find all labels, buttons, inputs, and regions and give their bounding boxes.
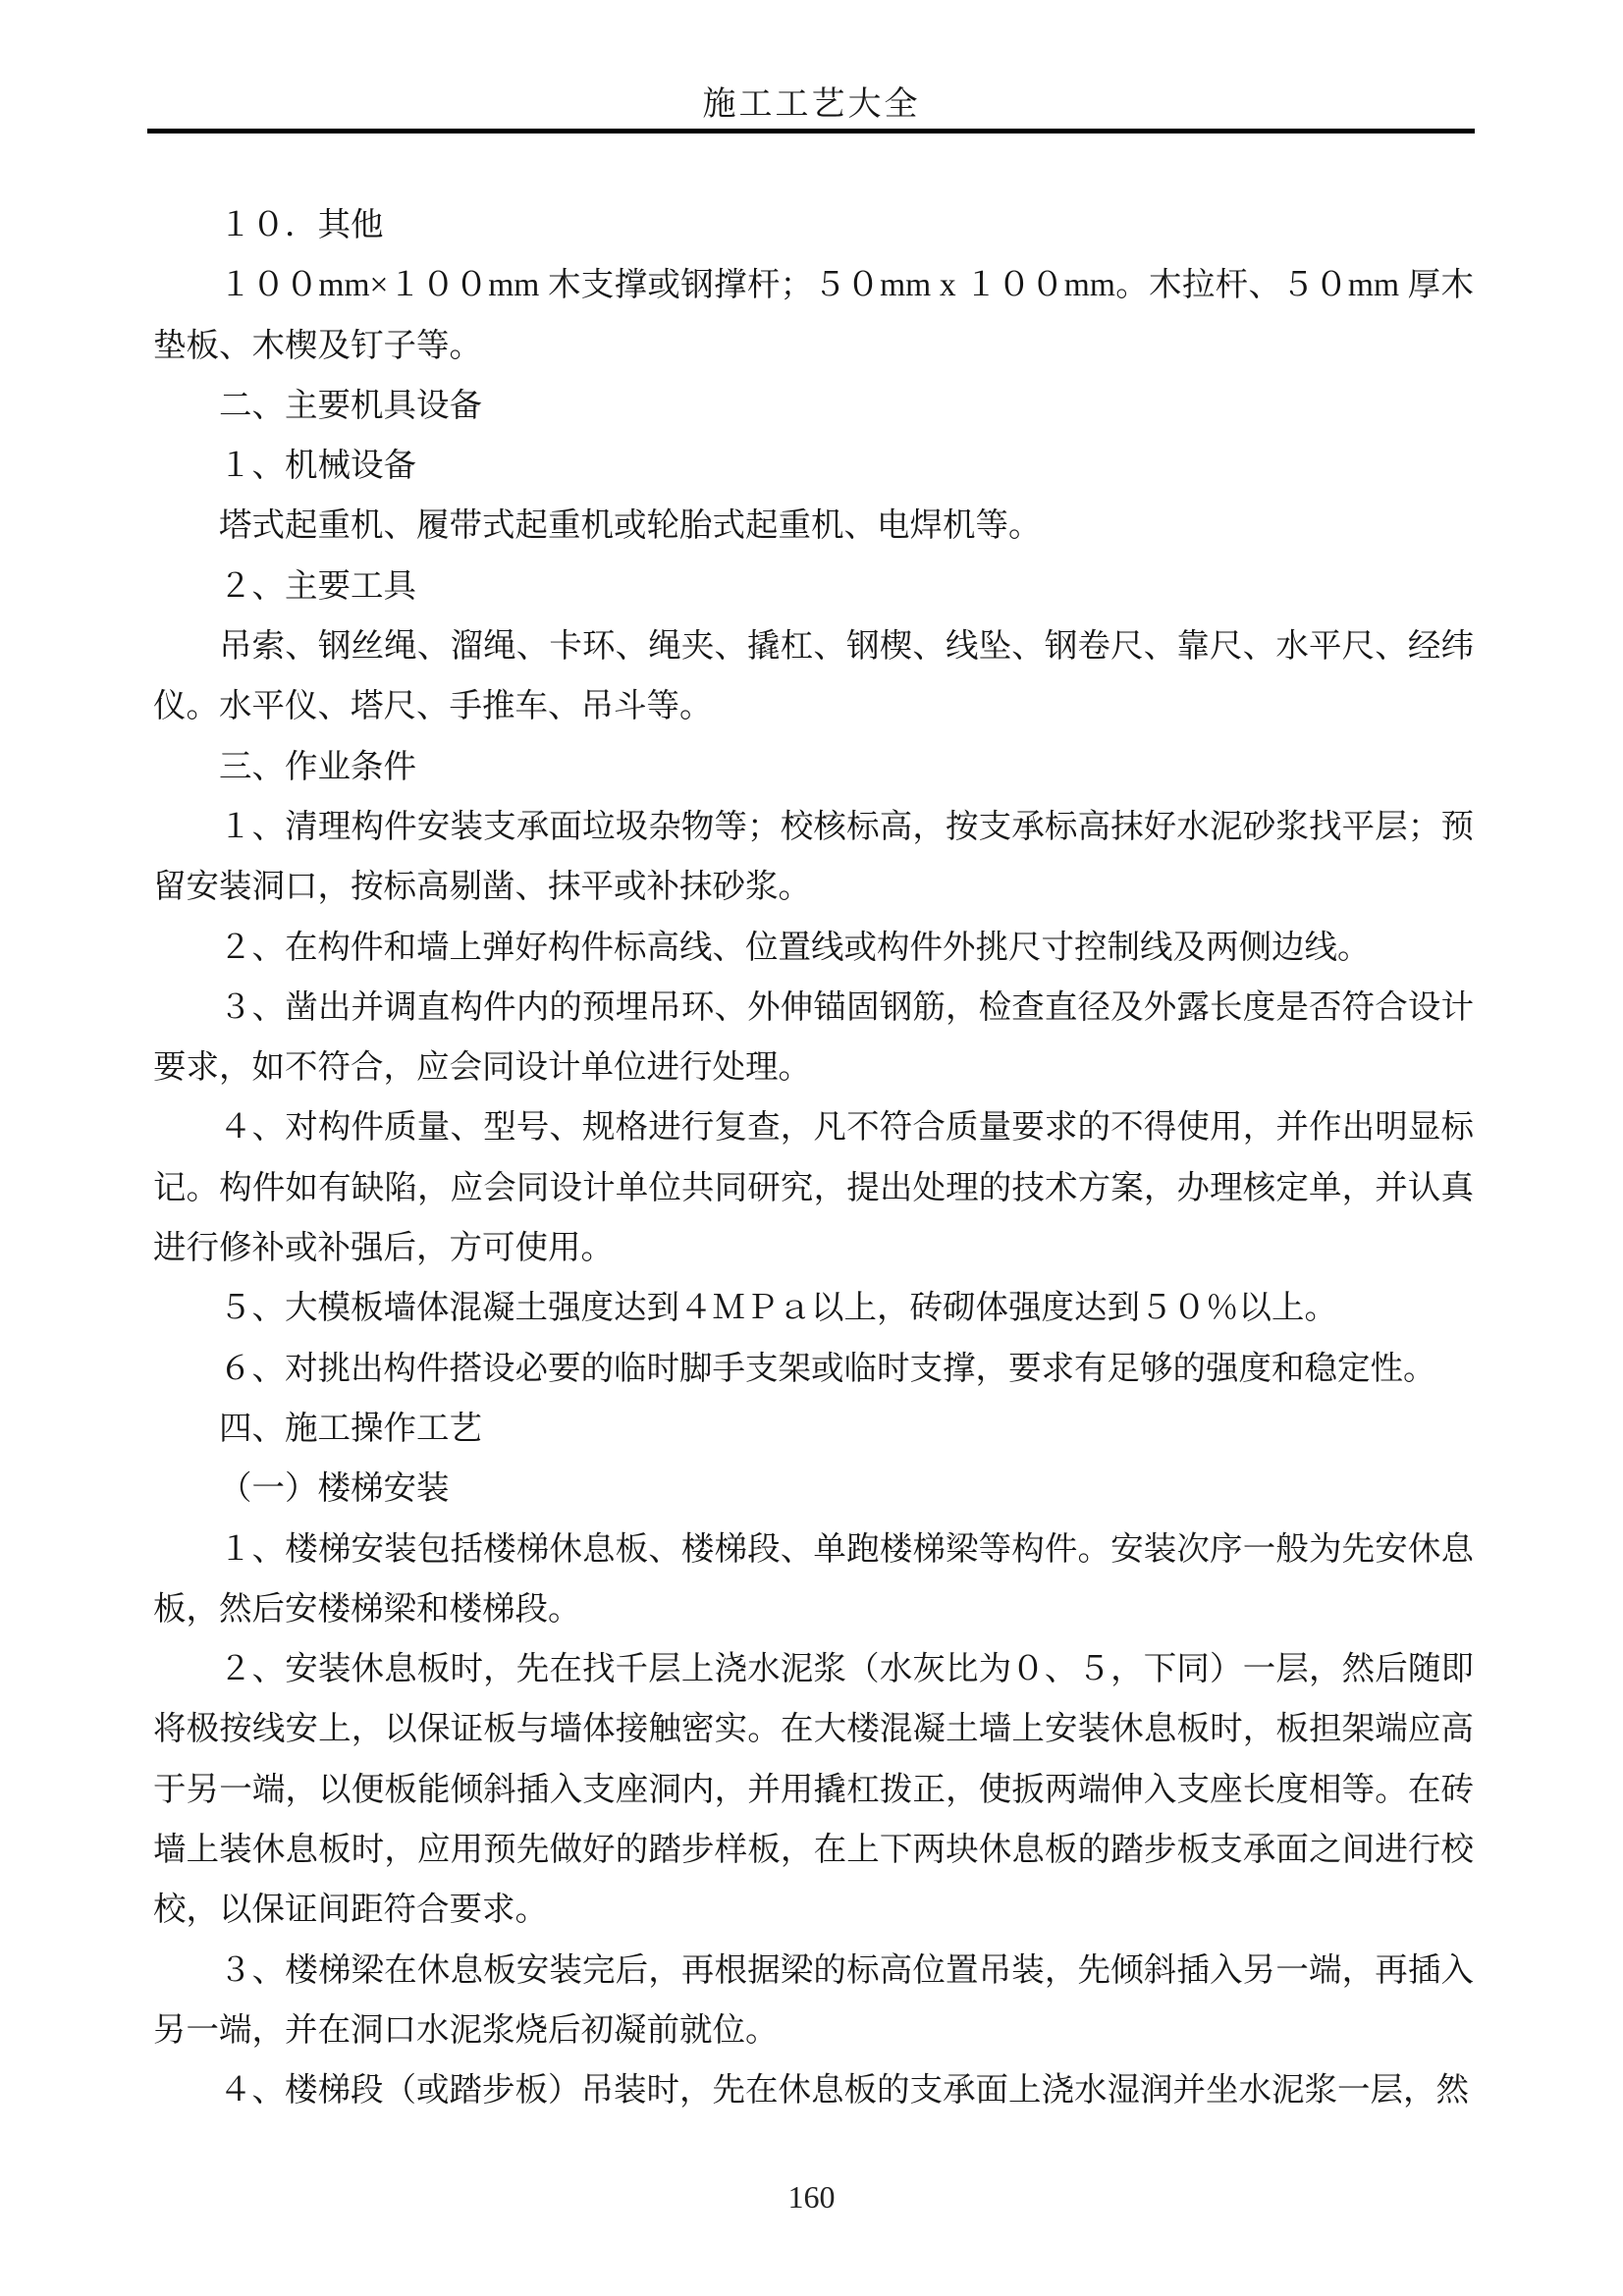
body-paragraph: 塔式起重机、履带式起重机或轮胎式起重机、电焊机等。 <box>219 507 1042 545</box>
body-paragraph: ３、凿出并调直构件内的预埋吊环、外伸锚固钢筋，检查直径及外露长度是否符合设计要求，如不符合，应会同设计单位进行处理。 <box>153 988 1474 1087</box>
body-paragraph: 吊索、钢丝绳、溜绳、卡环、绳夹、撬杠、钢楔、线坠、钢卷尺、靠尺、水平尺、经纬仪。水平仪、塔尺、手推车、吊斗等。 <box>153 628 1474 725</box>
body-paragraph: ４、楼梯段（或踏步板）吊装时，先在休息板的支承面上浇水湿润并坐水泥浆一层，然 <box>219 2072 1469 2109</box>
document-body <box>153 195 1474 2121</box>
body-heading-section-3: 三、作业条件 <box>219 748 416 785</box>
body-subheading-tools: ２、主要工具 <box>219 567 416 605</box>
body-paragraph: １、楼梯安装包括楼梯休息板、楼梯段、单跑楼梯梁等构件。安装次序一般为先安休息板，然后安楼梯梁和楼梯段。 <box>153 1530 1474 1628</box>
body-subheading-machinery: １、机械设备 <box>219 448 416 485</box>
body-paragraph-10-other: １０．其他 <box>219 207 384 243</box>
page-header-title: 施工工艺大全 <box>702 86 921 123</box>
body-paragraph: １００mm×１００mm 木支撑或钢撑杆；５０mm x １００mm。木拉杆、５０mm 厚木垫板、木楔及钉子等。 <box>153 267 1474 364</box>
body-paragraph: １、清理构件安装支承面垃圾杂物等；校核标高，按支承标高抹好水泥砂浆找平层；预留安装洞口，按标高剔凿、抹平或补抹砂浆。 <box>153 808 1474 906</box>
body-paragraph: ２、安装休息板时，先在找千层上浇水泥浆（水灰比为０、５，下同）一层，然后随即将极按线安上，以保证板与墙体接触密实。在大楼混凝土墙上安装休息板时，板担架端应高于另一端，以便板能倾斜插入支座洞内，并用撬杠拨正，使扳两端伸入支座长度相等。在砖墙上装休息板时，应用预先做好的踏步样板，在上下两块休息板的踏步板支承面之间进行校校，以保证间距符合要求。 <box>153 1651 1474 1929</box>
body-paragraph: ５、大模板墙体混凝土强度达到４ＭＰａ以上，砖砌体强度达到５０％以上。 <box>219 1290 1337 1327</box>
body-paragraph: ４、对构件质量、型号、规格进行复查，凡不符合质量要求的不得使用，并作出明显标记。构件如有缺陷，应会同设计单位共同研究，提出处理的技术方案，办理核定单，并认真进行修补或补强后，方可使用。 <box>153 1109 1474 1267</box>
body-paragraph: ３、楼梯梁在休息板安装完后，再根据梁的标高位置吊装，先倾斜插入另一端，再插入另一端，并在洞口水泥浆烧后初凝前就位。 <box>153 1951 1474 2049</box>
body-heading-section-2: 二、主要机具设备 <box>219 387 482 424</box>
header-divider-rule <box>147 129 1475 133</box>
body-paragraph: ２、在构件和墙上弹好构件标高线、位置线或构件外挑尺寸控制线及两侧边线。 <box>219 929 1371 966</box>
body-subheading-stair-install: （一）楼梯安装 <box>219 1470 450 1508</box>
body-heading-section-4: 四、施工操作工艺 <box>219 1410 482 1447</box>
page-number: 160 <box>787 2179 836 2215</box>
body-paragraph: ６、对挑出构件搭设必要的临时脚手支架或临时支撑，要求有足够的强度和稳定性。 <box>219 1350 1436 1387</box>
